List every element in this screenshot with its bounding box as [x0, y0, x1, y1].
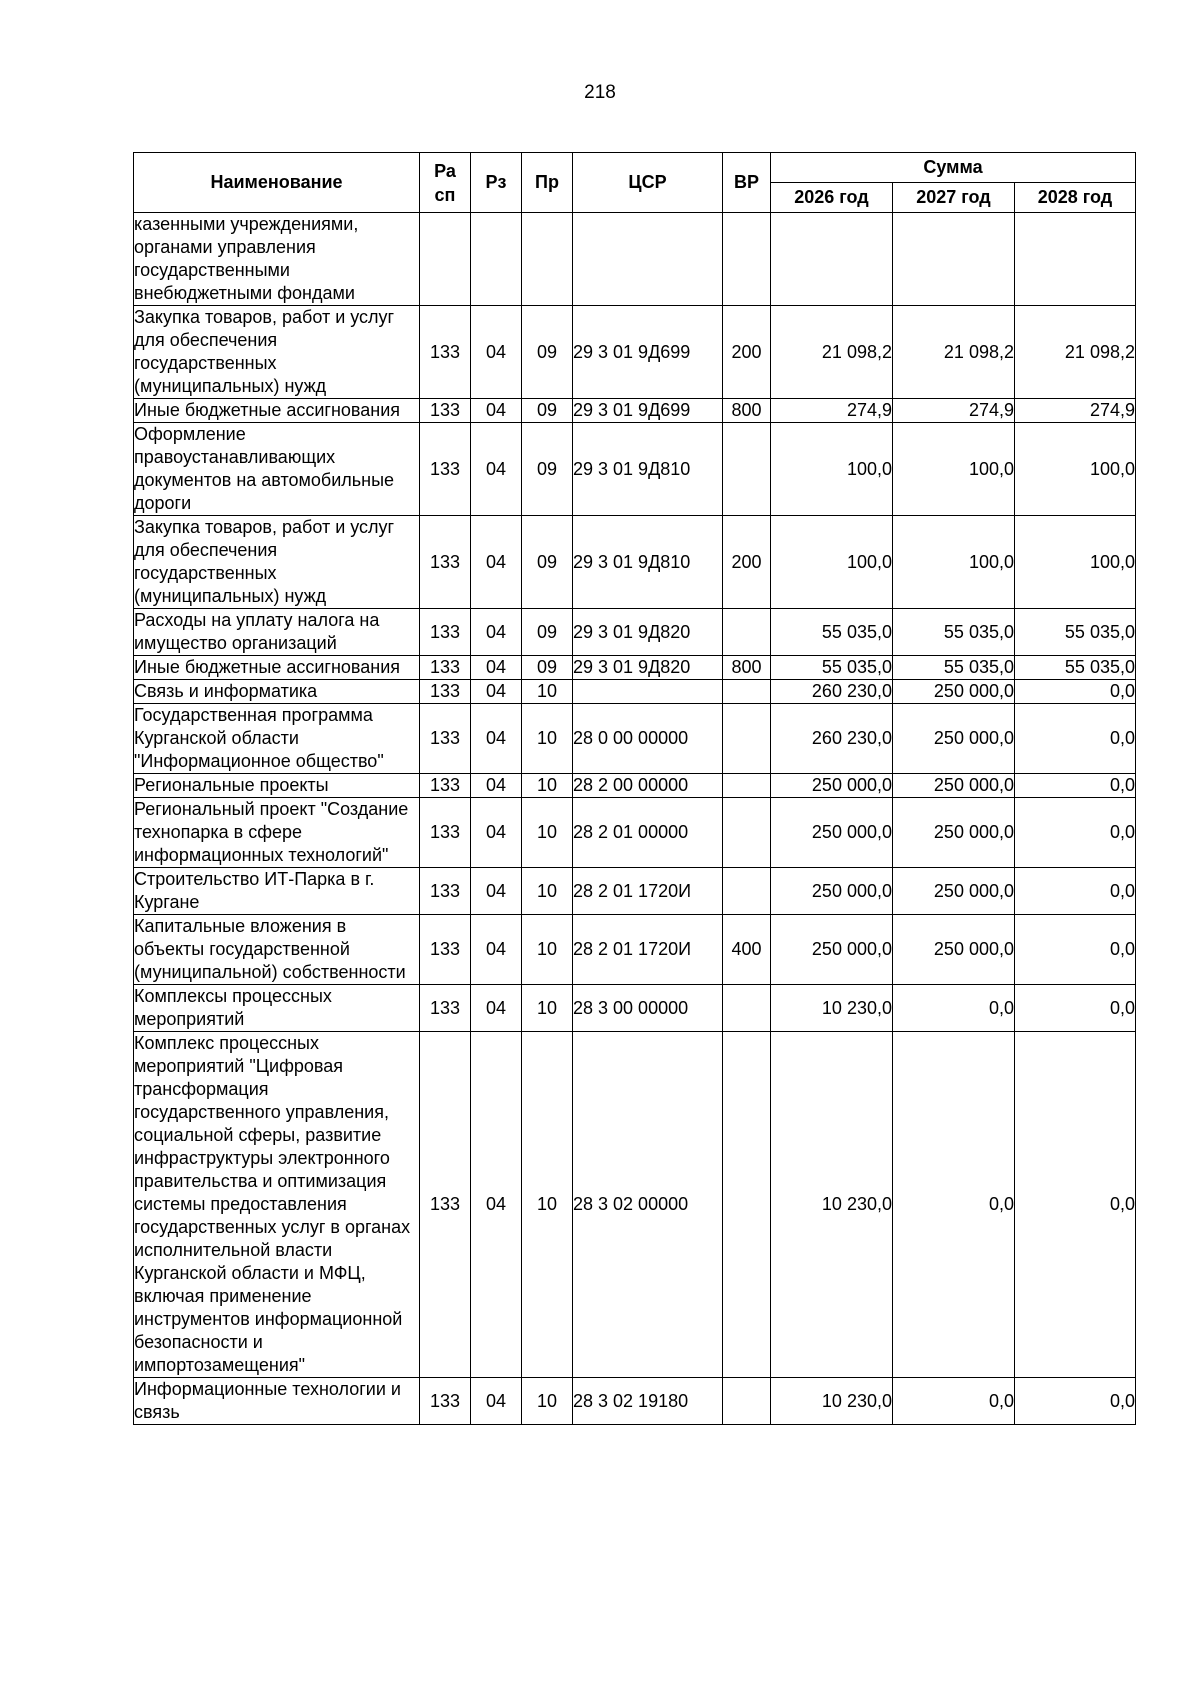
row-vr	[723, 704, 771, 774]
row-2028: 55 035,0	[1015, 609, 1136, 656]
row-csr: 29 3 01 9Д699	[573, 306, 723, 399]
row-pr: 09	[522, 399, 573, 423]
row-2026: 100,0	[771, 516, 893, 609]
row-csr: 29 3 01 9Д820	[573, 656, 723, 680]
row-2028: 0,0	[1015, 1378, 1136, 1425]
row-2027: 250 000,0	[893, 915, 1015, 985]
row-vr: 800	[723, 399, 771, 423]
row-rasp: 133	[420, 399, 471, 423]
row-rz: 04	[471, 609, 522, 656]
table-row	[134, 680, 1136, 704]
row-vr	[723, 1032, 771, 1378]
row-name: Информационные технологии и связь	[134, 1378, 420, 1425]
row-rz: 04	[471, 656, 522, 680]
row-rasp: 133	[420, 306, 471, 399]
budget-table	[133, 152, 1136, 1425]
row-rasp	[420, 213, 471, 306]
row-2027: 250 000,0	[893, 704, 1015, 774]
row-2026: 10 230,0	[771, 1032, 893, 1378]
header-rz: Рз	[471, 153, 522, 213]
row-2026: 260 230,0	[771, 680, 893, 704]
table-row	[134, 868, 1136, 915]
row-2027: 250 000,0	[893, 798, 1015, 868]
table-row	[134, 704, 1136, 774]
row-2028: 274,9	[1015, 399, 1136, 423]
row-2028: 0,0	[1015, 680, 1136, 704]
row-pr: 09	[522, 306, 573, 399]
row-name: Оформление правоустанавливающих документов на автомобильные дороги	[134, 423, 420, 516]
row-rz: 04	[471, 423, 522, 516]
row-name: Капитальные вложения в объекты государственной (муниципальной) собственности	[134, 915, 420, 985]
row-vr	[723, 609, 771, 656]
header-rasp: Ра сп	[420, 153, 471, 213]
row-csr: 29 3 01 9Д820	[573, 609, 723, 656]
table-row	[134, 213, 1136, 306]
row-vr: 400	[723, 915, 771, 985]
table-row	[134, 1032, 1136, 1378]
row-pr: 10	[522, 1032, 573, 1378]
row-2027: 0,0	[893, 985, 1015, 1032]
header-name: Наименование	[134, 153, 420, 213]
row-pr: 10	[522, 798, 573, 868]
header-year-2027: 2027 год	[893, 183, 1015, 213]
row-2027: 250 000,0	[893, 774, 1015, 798]
row-2026: 250 000,0	[771, 774, 893, 798]
row-name: Региональные проекты	[134, 774, 420, 798]
row-2028: 0,0	[1015, 868, 1136, 915]
row-2028: 0,0	[1015, 1032, 1136, 1378]
row-pr	[522, 213, 573, 306]
row-name: Расходы на уплату налога на имущество организаций	[134, 609, 420, 656]
row-2027: 21 098,2	[893, 306, 1015, 399]
row-csr: 28 3 02 00000	[573, 1032, 723, 1378]
row-pr: 09	[522, 423, 573, 516]
row-2026: 55 035,0	[771, 656, 893, 680]
page-number: 218	[584, 82, 616, 103]
table-row	[134, 306, 1136, 399]
row-rz	[471, 213, 522, 306]
row-2028: 0,0	[1015, 704, 1136, 774]
row-2028: 21 098,2	[1015, 306, 1136, 399]
row-name: Комплекс процессных мероприятий "Цифровая трансформация государственного управления, социальной сферы, развитие инфраструктуры электронного правительства и оптимизация системы предоставления государственных услуг в органах исполнительной власти Курганской области и МФЦ, включая применение инструментов информационной безопасности и импортозамещения"	[134, 1032, 420, 1378]
row-name: Связь и информатика	[134, 680, 420, 704]
row-name: Региональный проект "Создание технопарка в сфере информационных технологий"	[134, 798, 420, 868]
row-2026: 21 098,2	[771, 306, 893, 399]
row-csr: 28 2 01 00000	[573, 798, 723, 868]
row-vr	[723, 985, 771, 1032]
row-vr	[723, 868, 771, 915]
row-name: Строительство ИТ-Парка в г. Кургане	[134, 868, 420, 915]
row-rasp: 133	[420, 656, 471, 680]
row-2026: 100,0	[771, 423, 893, 516]
row-2026	[771, 213, 893, 306]
row-vr	[723, 774, 771, 798]
table-row	[134, 399, 1136, 423]
row-2028: 0,0	[1015, 985, 1136, 1032]
row-2027: 55 035,0	[893, 609, 1015, 656]
row-2026: 260 230,0	[771, 704, 893, 774]
row-rasp: 133	[420, 704, 471, 774]
row-rz: 04	[471, 868, 522, 915]
table-row	[134, 774, 1136, 798]
row-vr	[723, 1378, 771, 1425]
table-body	[134, 213, 1136, 1425]
table-row	[134, 915, 1136, 985]
row-2027: 0,0	[893, 1378, 1015, 1425]
table-row	[134, 985, 1136, 1032]
row-2027: 250 000,0	[893, 868, 1015, 915]
row-2027: 100,0	[893, 516, 1015, 609]
row-rz: 04	[471, 1032, 522, 1378]
row-rasp: 133	[420, 985, 471, 1032]
header-vr: ВР	[723, 153, 771, 213]
row-vr	[723, 798, 771, 868]
row-2027: 274,9	[893, 399, 1015, 423]
row-csr: 28 2 01 1720И	[573, 915, 723, 985]
row-rz: 04	[471, 915, 522, 985]
row-2028: 0,0	[1015, 774, 1136, 798]
row-vr: 800	[723, 656, 771, 680]
row-rz: 04	[471, 1378, 522, 1425]
row-name: Комплексы процессных мероприятий	[134, 985, 420, 1032]
row-name: казенными учреждениями, органами управления государственными внебюджетными фондами	[134, 213, 420, 306]
table-row	[134, 516, 1136, 609]
row-name: Иные бюджетные ассигнования	[134, 399, 420, 423]
row-rasp: 133	[420, 423, 471, 516]
row-rz: 04	[471, 306, 522, 399]
row-2026: 55 035,0	[771, 609, 893, 656]
row-2026: 10 230,0	[771, 985, 893, 1032]
row-2028: 55 035,0	[1015, 656, 1136, 680]
row-rasp: 133	[420, 516, 471, 609]
row-2028: 0,0	[1015, 915, 1136, 985]
table-row	[134, 1378, 1136, 1425]
row-rasp: 133	[420, 868, 471, 915]
row-rasp: 133	[420, 609, 471, 656]
header-year-2026: 2026 год	[771, 183, 893, 213]
row-pr: 10	[522, 1378, 573, 1425]
header-year-2028: 2028 год	[1015, 183, 1136, 213]
row-csr: 29 3 01 9Д810	[573, 516, 723, 609]
row-rz: 04	[471, 516, 522, 609]
row-rasp: 133	[420, 915, 471, 985]
table-row	[134, 798, 1136, 868]
row-rasp: 133	[420, 798, 471, 868]
row-2028: 100,0	[1015, 516, 1136, 609]
row-2026: 250 000,0	[771, 868, 893, 915]
row-pr: 09	[522, 516, 573, 609]
row-rz: 04	[471, 798, 522, 868]
row-vr: 200	[723, 306, 771, 399]
row-name: Государственная программа Курганской области "Информационное общество"	[134, 704, 420, 774]
row-2027: 100,0	[893, 423, 1015, 516]
row-2027: 250 000,0	[893, 680, 1015, 704]
row-pr: 10	[522, 704, 573, 774]
row-pr: 09	[522, 656, 573, 680]
row-2028: 0,0	[1015, 798, 1136, 868]
row-pr: 10	[522, 915, 573, 985]
row-2028	[1015, 213, 1136, 306]
row-2026: 250 000,0	[771, 798, 893, 868]
row-rz: 04	[471, 704, 522, 774]
row-csr: 28 3 02 19180	[573, 1378, 723, 1425]
row-2027: 55 035,0	[893, 656, 1015, 680]
row-rasp: 133	[420, 1032, 471, 1378]
row-csr: 29 3 01 9Д699	[573, 399, 723, 423]
row-2027: 0,0	[893, 1032, 1015, 1378]
row-csr	[573, 680, 723, 704]
row-2028: 100,0	[1015, 423, 1136, 516]
row-vr: 200	[723, 516, 771, 609]
row-csr: 28 2 00 00000	[573, 774, 723, 798]
row-csr: 29 3 01 9Д810	[573, 423, 723, 516]
row-name: Закупка товаров, работ и услуг для обеспечения государственных (муниципальных) нужд	[134, 306, 420, 399]
row-rasp: 133	[420, 774, 471, 798]
row-name: Иные бюджетные ассигнования	[134, 656, 420, 680]
row-vr	[723, 213, 771, 306]
row-csr	[573, 213, 723, 306]
table-row	[134, 423, 1136, 516]
row-rasp: 133	[420, 680, 471, 704]
row-csr: 28 2 01 1720И	[573, 868, 723, 915]
row-rz: 04	[471, 774, 522, 798]
row-rz: 04	[471, 399, 522, 423]
row-pr: 09	[522, 609, 573, 656]
header-pr: Пр	[522, 153, 573, 213]
row-2027	[893, 213, 1015, 306]
row-rz: 04	[471, 680, 522, 704]
row-csr: 28 3 00 00000	[573, 985, 723, 1032]
row-2026: 10 230,0	[771, 1378, 893, 1425]
row-pr: 10	[522, 774, 573, 798]
table-row	[134, 656, 1136, 680]
row-vr	[723, 680, 771, 704]
row-2026: 250 000,0	[771, 915, 893, 985]
row-2026: 274,9	[771, 399, 893, 423]
row-pr: 10	[522, 985, 573, 1032]
header-summa: Сумма	[771, 153, 1136, 183]
row-vr	[723, 423, 771, 516]
row-rz: 04	[471, 985, 522, 1032]
row-rasp: 133	[420, 1378, 471, 1425]
table-row	[134, 609, 1136, 656]
row-csr: 28 0 00 00000	[573, 704, 723, 774]
row-pr: 10	[522, 680, 573, 704]
row-pr: 10	[522, 868, 573, 915]
header-csr: ЦСР	[573, 153, 723, 213]
row-name: Закупка товаров, работ и услуг для обеспечения государственных (муниципальных) нужд	[134, 516, 420, 609]
